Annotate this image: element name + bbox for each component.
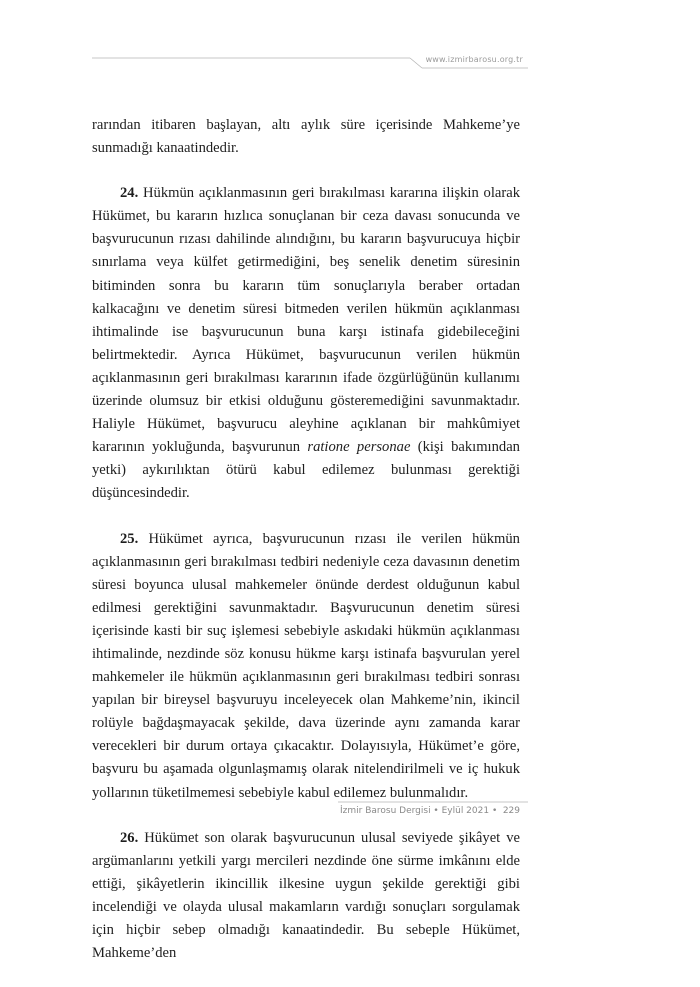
paragraph-number: 26. xyxy=(120,829,139,846)
paragraph-text: Hükümet son olarak başvurucunun ulusal seviyede şikâyet ve argümanlarını yetkili yargı mercileri nezdinde öne sürme imkânını elde ettiği, şikâyetlerin ikincillik ilkesine uygun şekilde gerektiği gibi incelendiği ve olayda ulusal makamların vardığı sonuçları sorgulamak için hiçbir sebep olmadığı kanaatindedir. Bu sebeple Hükümet, Mahkeme’den xyxy=(92,829,520,962)
paragraph-text: Hükümet ayrıca, başvurucunun rızası ile verilen hükmün açıklanmasının geri bırakılması tedbiri nedeniyle ceza davasının denetim süresi boyunca ulusal mahkemeler önünde derdest olduğunun kabul edilmesi gerektiğini savunmaktadır. Başvurucunun denetim süresi içerisinde kasti bir suç işlemesi sebebiyle askıdaki hükmün açıklanması ihtimalinde, nezdinde söz konusu hükme karşı istinafa başvurulan yerel mahkemeler ile hükmün açıklanmasının geri bırakılması tedbiri sonrası yapılan bir bireysel başvuruyu inceleyecek olan Mahkeme’nin, ikincil rolüyle bağdaşmayacak şekilde, dava üzerinde aynı zamanda karar verecekleri bir durum ortaya çıkacaktır. Dolayısıyla, Hükümet’e göre, başvuru bu aşamada olgunlaşmamış olarak nitelendirilmeli ve iç hukuk yollarının tüketilmemesi sebebiyle kabul edilemez bulunmalıdır. xyxy=(92,530,520,801)
paragraph-text: Hükmün açıklanmasının geri bırakılması kararına ilişkin olarak Hükümet, bu kararın hızlıca sonuçlanan bir ceza davası sonucunda ve başvurucunun rızası dahilinde alındığını, bu kararın başvurucuya hiçbir sınırlama veya külfet getirmediğini, beş senelik denetim süresinin bitiminden sonra bu kararın tüm sonuçlarıyla beraber ortadan kalkacağını ve denetim süresi bitmeden verilen hükmün açıklanması ihtimalinde ise başvurucunun buna karşı istinafa gidebileceğini belirtmektedir. Ayrıca Hükümet, başvurucunun verilen hükmün açıklanmasının geri bırakılması kararının ifade özgürlüğünün kullanımı üzerinde olumsuz bir etkisi olduğunu gösteremediğini savunmaktadır. Haliyle Hükümet, başvurucu aleyhine açıklanan bir mahkûmiyet kararının yokluğunda, başvurunun xyxy=(92,185,520,456)
paragraph-25 xyxy=(92,528,520,805)
paragraph-text: rarından itibaren başlayan, altı aylık süre içerisinde Mahkeme’ye sunmadığı kanaatindedir. xyxy=(92,117,520,157)
paragraph-text-after: (kişi bakımından yetki) aykırılıktan ötürü kabul edilemez bulunması gerektiği düşüncesindedir. xyxy=(92,439,520,502)
paragraph-number: 24. xyxy=(120,185,139,202)
paragraph-26 xyxy=(92,827,520,966)
header-url: www.izmirbarosu.org.tr xyxy=(425,55,523,64)
page-footer xyxy=(338,801,528,821)
paragraph-continuation xyxy=(92,114,520,160)
page-number: 229 xyxy=(502,806,520,816)
paragraph-24 xyxy=(92,182,520,505)
footer-journal: İzmir Barosu Dergisi • Eylül 2021 • xyxy=(340,806,498,816)
latin-term: ratione personae xyxy=(307,439,411,456)
paragraph-number: 25. xyxy=(120,530,139,547)
body-text xyxy=(92,114,520,987)
